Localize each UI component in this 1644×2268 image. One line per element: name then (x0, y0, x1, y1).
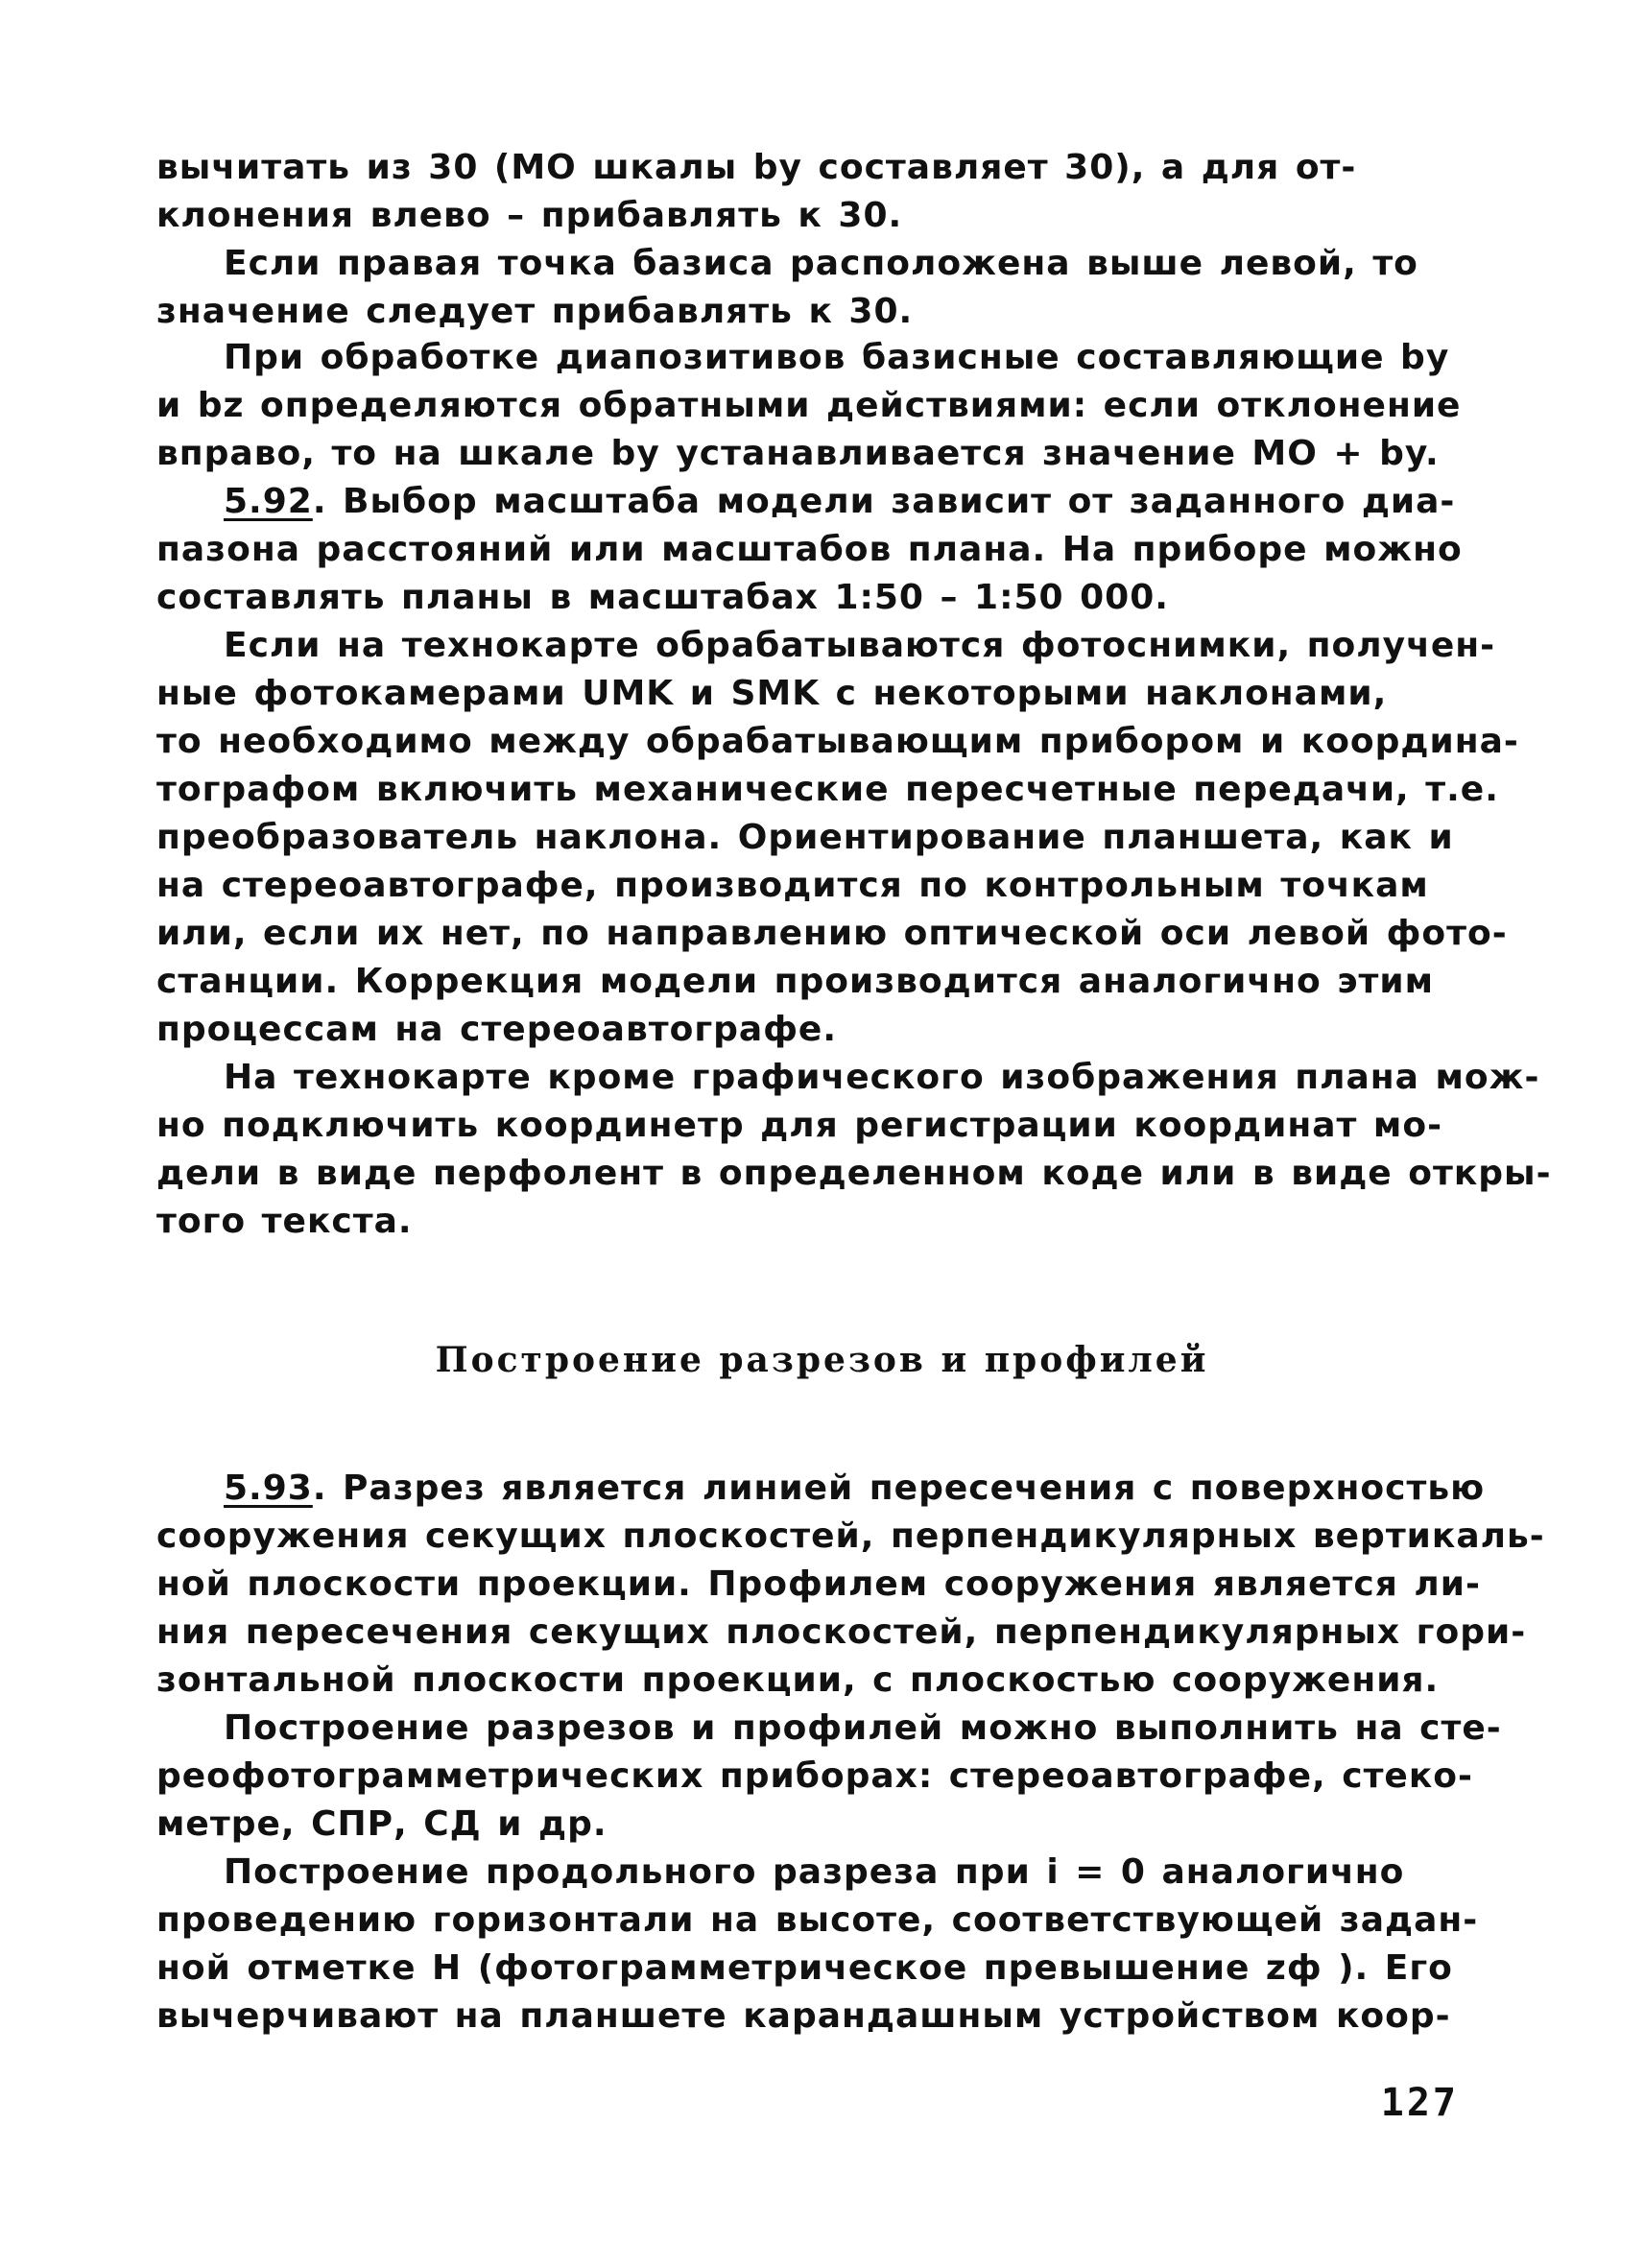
paragraph-continuation (156, 144, 1500, 240)
text-line: При обработке диапозитивов базисные составляющие by (224, 338, 1450, 377)
section-heading: Построение разрезов и профилей (435, 1340, 1209, 1380)
text-line: преобразователь наклона. Ориентирование планшета, как и (156, 818, 1454, 857)
text-line: Построение продольного разреза при i = 0 аналогично (224, 1852, 1405, 1892)
text-line: на стереоавтографе, производится по контрольным точкам (156, 866, 1429, 905)
text-line: пазона расстояний или масштабов плана. На приборе можно (156, 530, 1463, 569)
text-line: составлять планы в масштабах 1:50 – 1:50 000. (156, 578, 1169, 617)
text-line (156, 478, 1500, 526)
text-fragment: . Выбор масштаба модели зависит от заданного диа- (312, 482, 1456, 521)
text-line: того текста. (156, 1202, 413, 1241)
text-line: значение следует прибавлять к 30. (156, 292, 914, 331)
text-line: или, если их нет, по направлению оптической оси левой фото- (156, 914, 1508, 953)
text-line: тографом включить механические пересчетные передачи, т.е. (156, 770, 1499, 809)
text-line: ния пересечения секущих плоскостей, перпендикулярных гори- (156, 1612, 1527, 1652)
text-line: вычитать из 30 (МО шкалы by составляет 30), а для от- (156, 148, 1357, 187)
paragraph-diapositives (156, 334, 1500, 478)
text-line: ной отметке H (фотограмметрическое превышение zф ). Его (156, 1948, 1453, 1988)
paragraph-stereo-instruments (156, 1705, 1500, 1849)
text-line: и bz определяются обратными действиями: если отклонение (156, 386, 1462, 425)
text-line: станции. Коррекция модели производится аналогично этим (156, 962, 1435, 1001)
paragraph-5-92 (156, 478, 1500, 622)
section-number: 5.92 (224, 482, 313, 521)
section-number: 5.93 (224, 1468, 313, 1508)
text-line (156, 1465, 1500, 1513)
text-line: процессам на стереоавтографе. (156, 1010, 837, 1049)
text-line: вправо, то на шкале by устанавливается значение МО + by. (156, 434, 1440, 473)
text-line: клонения влево – прибавлять к 30. (156, 196, 903, 235)
text-line: проведению горизонтали на высоте, соответствующей задан- (156, 1900, 1479, 1940)
text-line: Если правая точка базиса расположена выше левой, то (224, 244, 1418, 283)
text-fragment: . Разрез является линией пересечения с поверхностью (312, 1468, 1486, 1508)
paragraph-coordimeter (156, 1054, 1552, 1246)
page-number: 127 (1380, 2081, 1459, 2125)
text-line: зонтальной плоскости проекции, с плоскостью сооружения. (156, 1660, 1440, 1700)
text-line: Если на технокарте обрабатываются фотоснимки, получен- (224, 626, 1496, 665)
text-line: метре, СПР, СД и др. (156, 1804, 608, 1844)
text-line: реофотограмметрических приборах: стереоавтографе, стеко- (156, 1756, 1473, 1796)
text-line: то необходимо между обрабатывающим прибором и координа- (156, 722, 1519, 761)
paragraph-right-point (156, 240, 1500, 336)
text-line: Построение разрезов и профилей можно выполнить на сте- (224, 1708, 1502, 1748)
paragraph-5-93 (156, 1465, 1545, 1705)
text-line: сооружения секущих плоскостей, перпендикулярных вертикаль- (156, 1516, 1545, 1556)
text-line: но подключить координетр для регистрации координат мо- (156, 1106, 1443, 1145)
text-line: вычерчивают на планшете карандашным устройством коор- (156, 1996, 1451, 2036)
text-line: дели в виде перфолент в определенном коде или в виде откры- (156, 1154, 1552, 1193)
paragraph-longitudinal-section (156, 1849, 1500, 2041)
paragraph-technocard (156, 622, 1519, 1054)
text-line: ные фотокамерами UMK и SMK с некоторыми наклонами, (156, 674, 1388, 713)
text-line: На технокарте кроме графического изображения плана мож- (224, 1058, 1540, 1097)
text-line: ной плоскости проекции. Профилем сооружения является ли- (156, 1564, 1481, 1604)
